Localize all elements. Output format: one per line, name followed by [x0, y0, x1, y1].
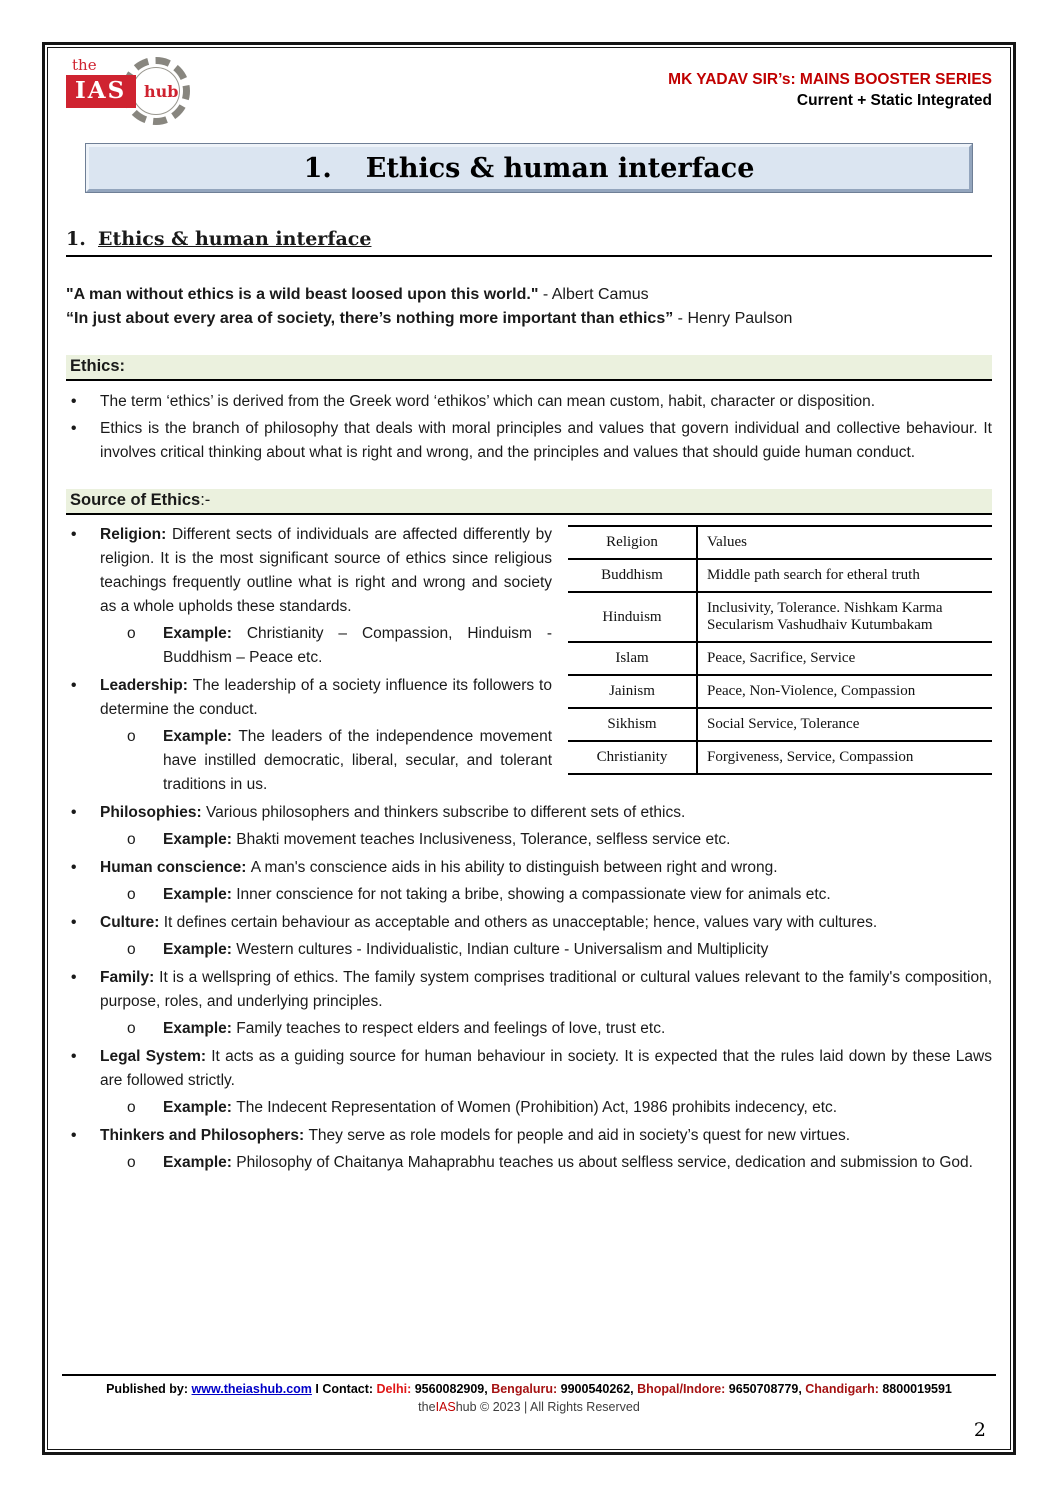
section-heading	[66, 228, 992, 257]
example-text: Inner conscience for not taking a bribe, showing a compassionate view for animals etc.	[236, 886, 831, 904]
series-title: MK YADAV SIR’s: MAINS BOOSTER SERIES	[668, 71, 992, 88]
bullet-marker-icon: •	[71, 393, 77, 410]
section-number: 1.	[66, 228, 86, 250]
religion-values-table	[568, 525, 992, 775]
bullet-marker-icon: •	[71, 1127, 77, 1145]
bullet-text: The term ‘ethics’ is derived from the Greek word ‘ethikos’ which can mean custom, habit, character or disposition.	[100, 393, 876, 410]
bullet-marker-icon: •	[71, 420, 77, 438]
bullet-marker-icon: •	[71, 969, 77, 987]
quote-author: - Albert Camus	[538, 286, 649, 303]
source-item-label: Family:	[100, 969, 160, 987]
logo-ias-text: IAS	[66, 75, 136, 108]
contact-city: Bhopal/Indore:	[637, 1381, 729, 1396]
example-item	[66, 1151, 992, 1175]
published-by-label: Published by:	[106, 1381, 189, 1396]
source-item-label: Legal System:	[100, 1048, 212, 1066]
footer-copyright-line	[62, 1398, 996, 1417]
ethics-heading-bar	[66, 355, 992, 381]
bullet-marker-icon: •	[71, 1048, 77, 1066]
source-heading-suffix: :-	[200, 491, 211, 510]
sub-bullet-marker-icon: o	[127, 831, 136, 849]
source-item-text: They serve as role models for people and aid in society’s quest for new virtues.	[308, 1127, 851, 1145]
bullet-marker-icon: •	[71, 677, 77, 695]
source-item	[66, 801, 992, 825]
source-item-text: Various philosophers and thinkers subscribe to different sets of ethics.	[205, 804, 686, 822]
contact-number: 8800019591	[882, 1381, 952, 1396]
series-subtitle: Current + Static Integrated	[796, 91, 992, 109]
example-label: Example:	[163, 831, 237, 849]
religion-cell: Hinduism	[568, 592, 697, 642]
values-cell: Middle path search for etheral truth	[697, 559, 992, 592]
example-item	[66, 883, 992, 907]
example-label: Example:	[163, 1020, 237, 1038]
example-text: Bhakti movement teaches Inclusiveness, Tolerance, selfless service etc.	[236, 831, 731, 849]
page-content	[48, 48, 1010, 1449]
values-cell: Peace, Sacrifice, Service	[697, 642, 992, 675]
contact-city: Chandigarh:	[805, 1381, 883, 1396]
example-text: Philosophy of Chaitanya Mahaprabhu teaches us about selfless service, dedication and submission to God.	[236, 1154, 973, 1172]
quotes-block	[66, 283, 992, 331]
table-row	[568, 675, 992, 708]
example-text: The leaders of the independence movement have instilled democratic, liberal, secular, and tolerant traditions in us.	[163, 728, 552, 794]
source-item-label: Leadership:	[100, 677, 193, 695]
page-header	[66, 54, 992, 134]
source-item-text: The leadership of a society influence its followers to determine the conduct.	[100, 677, 552, 719]
bullet-marker-icon: •	[71, 526, 77, 544]
values-header-cell: Values	[697, 526, 992, 559]
contact-city: Bengaluru:	[491, 1381, 561, 1396]
table-row	[568, 592, 992, 642]
quote-text: “In just about every area of society, there’s nothing more important than ethics”	[66, 310, 674, 327]
religion-cell: Islam	[568, 642, 697, 675]
source-item-label: Philosophies:	[100, 804, 206, 822]
source-item	[66, 966, 992, 1014]
source-item	[66, 856, 992, 880]
page-number: 2	[973, 1419, 986, 1441]
quote-line	[66, 283, 992, 307]
religion-cell: Buddhism	[568, 559, 697, 592]
example-item	[66, 828, 992, 852]
sub-bullet-marker-icon: o	[127, 625, 136, 643]
sub-bullet-marker-icon: o	[127, 728, 136, 746]
table-row	[568, 642, 992, 675]
religion-cell: Sikhism	[568, 708, 697, 741]
header-right	[668, 54, 992, 112]
example-label: Example:	[163, 941, 237, 959]
table-row	[568, 741, 992, 774]
sub-bullet-marker-icon: o	[127, 941, 136, 959]
bullet-text: Ethics is the branch of philosophy that deals with moral principles and values that govern individual and collective behaviour. It involves critical thinking about what is right and wrong, and the principles and values that should guide human conduct.	[100, 420, 992, 462]
page-footer	[62, 1374, 996, 1418]
values-cell: Peace, Non-Violence, Compassion	[697, 675, 992, 708]
page-border-inner	[47, 47, 1011, 1450]
source-content	[66, 523, 992, 1179]
contact-label: I Contact:	[315, 1381, 374, 1396]
source-item-label: Human conscience:	[100, 859, 251, 877]
footer-contact-line	[62, 1380, 996, 1399]
religion-cell: Christianity	[568, 741, 697, 774]
source-item-label: Thinkers and Philosophers:	[100, 1127, 309, 1145]
quote-author: - Henry Paulson	[673, 310, 793, 327]
source-item-label: Culture:	[100, 914, 164, 932]
table-header-row	[568, 526, 992, 559]
contact-number: 9560082909,	[414, 1381, 492, 1396]
sub-bullet-marker-icon: o	[127, 1099, 136, 1117]
example-text: The Indecent Representation of Women (Prohibition) Act, 1986 prohibits indecency, etc.	[236, 1099, 838, 1117]
section-title: Ethics & human interface	[98, 228, 372, 250]
quote-line	[66, 307, 992, 331]
bullet-marker-icon: •	[71, 914, 77, 932]
source-item-text: A man's conscience aids in his ability to distinguish between right and wrong.	[250, 859, 778, 877]
example-label: Example:	[163, 886, 237, 904]
source-item	[66, 1124, 992, 1148]
religion-header-cell: Religion	[568, 526, 697, 559]
example-item	[66, 938, 992, 962]
logo-hub-text: hub	[144, 82, 179, 101]
contact-number: 9650708779,	[728, 1381, 806, 1396]
ethics-bullets	[66, 390, 992, 465]
sub-bullet-marker-icon: o	[127, 886, 136, 904]
logo-the-text: the	[72, 56, 97, 74]
source-item-text: It is a wellspring of ethics. The family system comprises traditional or cultural values relevant to the family's composition, purpose, roles, and underlying principles.	[100, 969, 993, 1011]
example-item	[66, 1017, 992, 1041]
source-item-label: Religion:	[100, 526, 172, 544]
example-text: Western cultures - Individualistic, Indian culture - Universalism and Multiplicity	[236, 941, 769, 959]
ethics-bullet	[66, 417, 992, 465]
table-row	[568, 708, 992, 741]
source-item-text: It acts as a guiding source for human behaviour in society. It is expected that the rules laid down by these Laws are followed strictly.	[100, 1048, 992, 1090]
example-text: Family teaches to respect elders and feelings of love, trust etc.	[236, 1020, 666, 1038]
source-item	[66, 911, 992, 935]
religion-cell: Jainism	[568, 675, 697, 708]
values-cell: Inclusivity, Tolerance. Nishkam Karma Secularism Vashudhaiv Kutumbakam	[697, 592, 992, 642]
sub-bullet-marker-icon: o	[127, 1020, 136, 1038]
source-item-text: It defines certain behaviour as acceptable and others as unacceptable; hence, values vary with cultures.	[163, 914, 878, 932]
example-label: Example:	[163, 625, 247, 643]
quote-text: "A man without ethics is a wild beast loosed upon this world."	[66, 286, 539, 303]
bullet-marker-icon: •	[71, 804, 77, 822]
website-link[interactable]: www.theiashub.com	[191, 1381, 312, 1396]
bullet-marker-icon: •	[71, 859, 77, 877]
example-label: Example:	[163, 1154, 237, 1172]
source-item-text: Different sects of individuals are affected differently by religion. It is the most significant source of ethics since religious teachings frequently outline what is right and wrong and society as a whole upholds these standards.	[100, 526, 552, 616]
example-label: Example:	[163, 728, 239, 746]
contact-city: Delhi:	[376, 1381, 415, 1396]
table-row	[568, 559, 992, 592]
sub-bullet-marker-icon: o	[127, 1154, 136, 1172]
copyright-ias: IAS	[435, 1400, 456, 1415]
chapter-title: Ethics & human interface	[365, 152, 755, 184]
example-label: Example:	[163, 1099, 237, 1117]
chapter-number: 1.	[303, 152, 332, 184]
ethics-bullet	[66, 390, 992, 414]
values-cell: Social Service, Tolerance	[697, 708, 992, 741]
copyright-pre: the	[418, 1400, 436, 1415]
values-cell: Forgiveness, Service, Compassion	[697, 741, 992, 774]
contact-number: 9900540262,	[560, 1381, 638, 1396]
source-heading-bar	[66, 489, 992, 515]
example-text: Christianity – Compassion, Hinduism - Buddhism – Peace etc.	[163, 625, 552, 667]
religion-table-body	[568, 559, 992, 774]
chapter-banner	[86, 144, 972, 192]
footer-contacts	[377, 1382, 952, 1396]
theiashub-logo	[66, 54, 196, 134]
source-item	[66, 1045, 992, 1093]
ethics-heading: Ethics:	[70, 357, 126, 375]
page-border	[42, 42, 1016, 1455]
copyright-post: hub © 2023 | All Rights Reserved	[455, 1400, 640, 1415]
source-heading: Source of Ethics	[70, 491, 201, 510]
example-item	[66, 1096, 992, 1120]
